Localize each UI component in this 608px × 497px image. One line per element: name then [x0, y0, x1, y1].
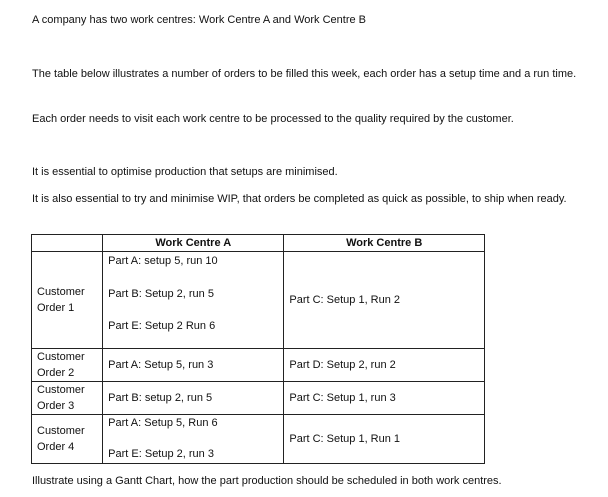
orders-description: The table below illustrates a number of orders to be filled this week, each order has a setup time and a run time.	[32, 68, 577, 80]
setup-requirement: It is essential to optimise production that setups are minimised.	[32, 166, 338, 178]
order-label	[32, 349, 103, 382]
part-entry: Part C: Setup 1, Run 1	[289, 433, 401, 445]
order-label-line1: Customer	[37, 286, 85, 298]
table-row	[32, 349, 485, 382]
order-label	[32, 252, 103, 349]
task-instruction: Illustrate using a Gantt Chart, how the part production should be scheduled in both work centres.	[32, 475, 502, 487]
part-entry: Part E: Setup 2 Run 6	[108, 320, 216, 332]
table-row	[32, 382, 485, 415]
work-centre-a-cell	[103, 252, 284, 349]
part-entry: Part C: Setup 1, Run 2	[289, 294, 401, 306]
orders-table	[31, 234, 485, 464]
table-header-row	[32, 235, 485, 252]
work-centre-a-cell	[103, 349, 284, 382]
table-row	[32, 252, 485, 349]
wip-requirement: It is also essential to try and minimise WIP, that orders be completed as quick as possible, to ship when ready.	[32, 193, 567, 205]
part-entry: Part A: Setup 5, run 3	[108, 359, 214, 371]
order-label-line2: Order 3	[37, 400, 75, 412]
work-centre-requirement: Each order needs to visit each work centre to be processed to the quality required by the customer.	[32, 113, 514, 125]
order-label-line1: Customer	[37, 351, 85, 363]
order-label-line2: Order 1	[37, 302, 75, 314]
work-centre-b-cell	[284, 252, 485, 349]
order-label-line2: Order 2	[37, 367, 75, 379]
order-label	[32, 415, 103, 464]
work-centre-b-cell	[284, 382, 485, 415]
work-centre-b-cell	[284, 349, 485, 382]
part-entry: Part E: Setup 2, run 3	[108, 448, 214, 460]
work-centre-a-cell	[103, 382, 284, 415]
part-entry: Part A: setup 5, run 10	[108, 255, 218, 267]
part-entry: Part D: Setup 2, run 2	[289, 359, 396, 371]
order-label-line2: Order 4	[37, 441, 75, 453]
table-header-empty	[32, 235, 103, 252]
table-header-work-centre-b: Work Centre B	[284, 235, 485, 252]
part-entry: Part A: Setup 5, Run 6	[108, 417, 218, 429]
order-label-line1: Customer	[37, 384, 85, 396]
intro-text: A company has two work centres: Work Centre A and Work Centre B	[32, 14, 367, 26]
table-header-work-centre-a: Work Centre A	[103, 235, 284, 252]
part-entry: Part B: Setup 2, run 5	[108, 288, 214, 300]
work-centre-b-cell	[284, 415, 485, 464]
order-label	[32, 382, 103, 415]
part-entry: Part B: setup 2, run 5	[108, 392, 213, 404]
table-row	[32, 415, 485, 464]
part-entry: Part C: Setup 1, run 3	[289, 392, 396, 404]
order-label-line1: Customer	[37, 425, 85, 437]
work-centre-a-cell	[103, 415, 284, 464]
